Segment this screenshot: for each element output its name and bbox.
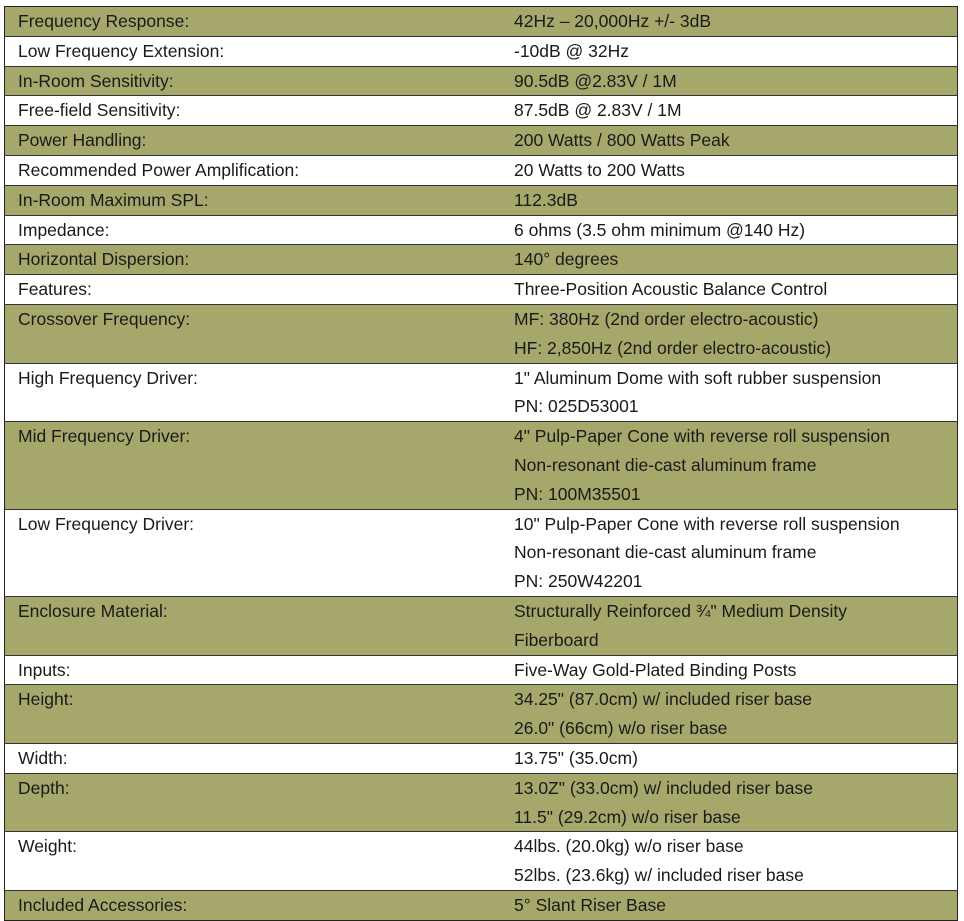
spec-value-cell xyxy=(500,363,958,422)
spec-value: 26.0" (66cm) w/o riser base xyxy=(514,718,728,739)
spec-row xyxy=(5,126,958,156)
spec-label: Power Handling: xyxy=(5,126,501,156)
spec-value: 34.25" (87.0cm) w/ included riser base xyxy=(514,689,813,710)
spec-value-cell xyxy=(500,655,958,685)
spec-value: 20 Watts to 200 Watts xyxy=(514,159,685,180)
spec-value: 42Hz – 20,000Hz +/- 3dB xyxy=(514,11,711,31)
spec-row xyxy=(5,304,958,363)
spec-row xyxy=(5,245,958,275)
spec-label: In-Room Sensitivity: xyxy=(5,66,501,96)
spec-label: Low Frequency Driver: xyxy=(5,509,501,596)
spec-label: Enclosure Material: xyxy=(5,596,501,655)
spec-row xyxy=(5,773,958,832)
spec-value: 13.0Z" (33.0cm) w/ included riser base xyxy=(514,777,813,798)
spec-row xyxy=(5,685,958,744)
spec-value: 4" Pulp-Paper Cone with reverse roll suspension xyxy=(514,426,890,447)
spec-value: 44lbs. (20.0kg) w/o riser base xyxy=(514,836,744,857)
spec-table-body xyxy=(5,7,958,921)
spec-label: Horizontal Dispersion: xyxy=(5,245,501,275)
spec-label: Impedance: xyxy=(5,215,501,245)
spec-value-cell xyxy=(500,215,958,245)
spec-label: Free-field Sensitivity: xyxy=(5,96,501,126)
spec-row xyxy=(5,215,958,245)
spec-value-cell xyxy=(500,596,958,655)
spec-row xyxy=(5,66,958,96)
spec-row xyxy=(5,363,958,422)
spec-value-cell xyxy=(500,66,958,96)
spec-label: In-Room Maximum SPL: xyxy=(5,185,501,215)
spec-row xyxy=(5,185,958,215)
spec-value: 200 Watts / 800 Watts Peak xyxy=(514,130,730,151)
spec-value: 52lbs. (23.6kg) w/ included riser base xyxy=(514,865,804,886)
spec-value-cell xyxy=(500,890,958,920)
spec-value-cell xyxy=(500,743,958,773)
spec-value-cell xyxy=(500,96,958,126)
spec-value: 112.3dB xyxy=(514,189,578,210)
spec-value: Non-resonant die-cast aluminum frame xyxy=(514,454,817,475)
spec-row xyxy=(5,275,958,305)
spec-value-cell xyxy=(500,773,958,832)
spec-label: Inputs: xyxy=(5,655,501,685)
spec-label: High Frequency Driver: xyxy=(5,363,501,422)
spec-label: Low Frequency Extension: xyxy=(5,36,501,66)
spec-value: Structurally Reinforced ¾" Medium Density xyxy=(514,600,848,621)
spec-value: 90.5dB @2.83V / 1M xyxy=(514,70,677,91)
spec-value-cell xyxy=(500,275,958,305)
spec-row xyxy=(5,890,958,920)
spec-value: 5° Slant Riser Base xyxy=(514,894,666,915)
spec-label: Height: xyxy=(5,685,501,744)
spec-row xyxy=(5,96,958,126)
spec-label: Recommended Power Amplification: xyxy=(5,155,501,185)
spec-value: 13.75" (35.0cm) xyxy=(514,747,638,768)
spec-label: Mid Frequency Driver: xyxy=(5,422,501,509)
spec-value: 1" Aluminum Dome with soft rubber suspension xyxy=(514,367,882,388)
spec-value: MF: 380Hz (2nd order electro-acoustic) xyxy=(514,308,819,329)
spec-label: Frequency Response: xyxy=(5,7,501,37)
spec-value: 11.5" (29.2cm) w/o riser base xyxy=(514,806,741,827)
spec-label: Width: xyxy=(5,743,501,773)
spec-row xyxy=(5,422,958,509)
spec-value-cell xyxy=(500,36,958,66)
spec-value-cell xyxy=(500,245,958,275)
spec-value: PN: 250W42201 xyxy=(514,571,643,592)
spec-value-cell xyxy=(500,832,958,891)
spec-value-cell xyxy=(500,685,958,744)
spec-value: Three-Position Acoustic Balance Control xyxy=(514,279,828,300)
spec-value-cell xyxy=(500,304,958,363)
spec-row xyxy=(5,655,958,685)
spec-value-cell xyxy=(500,185,958,215)
spec-label: Features: xyxy=(5,275,501,305)
spec-row xyxy=(5,509,958,596)
spec-value: PN: 025D53001 xyxy=(514,396,639,417)
spec-label: Crossover Frequency: xyxy=(5,304,501,363)
spec-value-cell xyxy=(500,126,958,156)
spec-label: Included Accessories: xyxy=(5,890,501,920)
spec-label: Depth: xyxy=(5,773,501,832)
spec-value: 10" Pulp-Paper Cone with reverse roll suspension xyxy=(514,513,900,534)
spec-value: Fiberboard xyxy=(514,629,599,650)
spec-label: Weight: xyxy=(5,832,501,891)
spec-value: HF: 2,850Hz (2nd order electro-acoustic) xyxy=(514,337,832,358)
spec-value-cell xyxy=(500,509,958,596)
spec-row xyxy=(5,36,958,66)
spec-value: PN: 100M35501 xyxy=(514,483,641,504)
spec-value-cell xyxy=(500,422,958,509)
spec-value: 140° degrees xyxy=(514,249,619,270)
spec-value: 6 ohms (3.5 ohm minimum @140 Hz) xyxy=(514,219,806,240)
spec-row xyxy=(5,596,958,655)
spec-value: -10dB @ 32Hz xyxy=(514,40,630,61)
spec-row xyxy=(5,7,958,37)
spec-table xyxy=(4,6,958,921)
spec-value-cell xyxy=(500,155,958,185)
spec-row xyxy=(5,832,958,891)
spec-value: Five-Way Gold-Plated Binding Posts xyxy=(514,659,797,680)
spec-value-cell xyxy=(500,7,958,37)
spec-row xyxy=(5,155,958,185)
spec-value: Non-resonant die-cast aluminum frame xyxy=(514,542,817,563)
spec-value: 87.5dB @ 2.83V / 1M xyxy=(514,100,682,121)
spec-row xyxy=(5,743,958,773)
